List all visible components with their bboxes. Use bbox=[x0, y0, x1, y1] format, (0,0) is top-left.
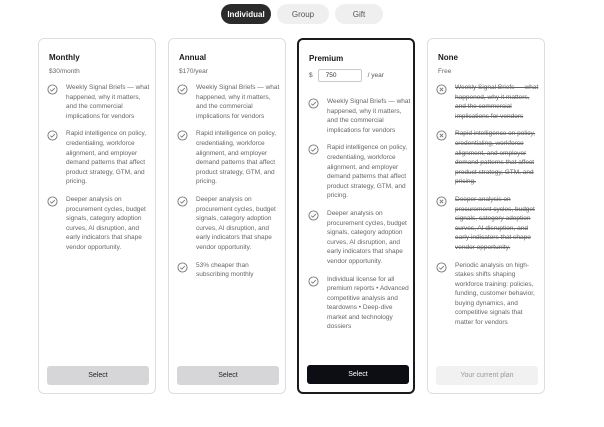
feature-item bbox=[47, 195, 151, 253]
amount-field[interactable] bbox=[318, 69, 362, 82]
select-monthly-button[interactable]: Select bbox=[47, 366, 149, 385]
currency-symbol: $ bbox=[309, 72, 313, 79]
x-circle-icon bbox=[436, 130, 447, 141]
plan-title: None bbox=[438, 53, 458, 62]
period-label: / year bbox=[367, 72, 384, 79]
feature-text: Rapid intelligence on policy, credentialing, workforce alignment, and employer demand patterns that affect product strategy, GTM, and pricing. bbox=[455, 130, 536, 186]
feature-item bbox=[436, 83, 540, 121]
select-premium-button[interactable]: Select bbox=[307, 365, 409, 384]
feature-item bbox=[177, 195, 281, 253]
plan-price: Free bbox=[438, 68, 452, 75]
check-circle-icon bbox=[308, 210, 319, 221]
tab-individual[interactable]: Individual bbox=[221, 4, 271, 24]
check-circle-icon bbox=[308, 144, 319, 155]
check-circle-icon bbox=[177, 84, 188, 95]
check-circle-icon bbox=[308, 276, 319, 287]
feature-list bbox=[177, 83, 281, 288]
feature-list bbox=[436, 83, 540, 336]
feature-text: Rapid intelligence on policy, credentialing, workforce alignment, and employer demand patterns that affect product strategy, GTM, and pricing. bbox=[196, 130, 277, 186]
plan-title: Monthly bbox=[49, 53, 80, 62]
check-circle-icon bbox=[177, 130, 188, 141]
feature-text: Weekly Signal Briefs — what happened, why it matters, and the commercial implications for vendors bbox=[66, 84, 150, 120]
select-annual-button[interactable]: Select bbox=[177, 366, 279, 385]
plan-title: Annual bbox=[179, 53, 207, 62]
amount-row bbox=[309, 69, 384, 82]
feature-text: Weekly Signal Briefs — what happened, why it matters, and the commercial implications for vendors bbox=[327, 98, 411, 134]
check-circle-icon bbox=[47, 84, 58, 95]
x-circle-icon bbox=[436, 84, 447, 95]
feature-text: Individual license for all premium reports • Advanced competitive analysis and teardowns • Deep-dive market and technology dossiers bbox=[327, 275, 409, 331]
feature-text: Deeper analysis on procurement cycles, budget signals, category adoption curves, AI disruption, and early indicators that shape vendor opportunity. bbox=[196, 195, 276, 251]
feature-text: Periodic analysis on high-stakes shifts shaping workforce training: policies, funding, customer behavior, buying dynamics, and competitive signals that matter for vendors bbox=[455, 261, 535, 327]
feature-text: Weekly Signal Briefs — what happened, why it matters, and the commercial implications for vendors bbox=[196, 84, 280, 120]
plan-card-annual bbox=[168, 38, 286, 394]
plan-price: $30/month bbox=[49, 68, 80, 75]
feature-list bbox=[47, 83, 151, 261]
check-circle-icon bbox=[436, 262, 447, 273]
check-circle-icon bbox=[177, 196, 188, 207]
feature-item bbox=[177, 129, 281, 187]
tab-group[interactable]: Group bbox=[277, 4, 329, 24]
plan-card-monthly bbox=[38, 38, 156, 394]
feature-text: Deeper analysis on procurement cycles, budget signals, category adoption curves, AI disruption, and early indicators that shape vendor opportunity. bbox=[66, 195, 146, 251]
feature-text: Deeper analysis on procurement cycles, budget signals, category adoption curves, AI disruption, and early indicators that shape vendor opportunity. bbox=[455, 195, 535, 251]
feature-text: Rapid intelligence on policy, credentialing, workforce alignment, and employer demand patterns that affect product strategy, GTM, and pricing. bbox=[66, 130, 147, 186]
tab-gift[interactable]: Gift bbox=[335, 4, 383, 24]
feature-item bbox=[47, 129, 151, 187]
feature-item bbox=[436, 195, 540, 253]
feature-item bbox=[308, 143, 412, 201]
feature-item bbox=[47, 83, 151, 121]
feature-item bbox=[177, 83, 281, 121]
feature-text: Deeper analysis on procurement cycles, budget signals, category adoption curves, AI disruption, and early indicators that shape vendor opportunity. bbox=[327, 209, 407, 265]
feature-item bbox=[308, 209, 412, 267]
check-circle-icon bbox=[308, 98, 319, 109]
plan-card-premium bbox=[297, 38, 415, 394]
check-circle-icon bbox=[177, 262, 188, 273]
current-plan-button[interactable]: Your current plan bbox=[436, 366, 538, 385]
feature-item bbox=[436, 261, 540, 328]
check-circle-icon bbox=[47, 196, 58, 207]
feature-item bbox=[308, 97, 412, 135]
plan-price: $170/year bbox=[179, 68, 208, 75]
feature-text: Rapid intelligence on policy, credentialing, workforce alignment, and employer demand patterns that affect product strategy, GTM, and pricing. bbox=[327, 144, 408, 200]
feature-item bbox=[308, 275, 412, 333]
amount-input[interactable] bbox=[323, 72, 360, 79]
feature-text: 53% cheaper than subscribing monthly bbox=[196, 261, 254, 279]
feature-item bbox=[177, 261, 281, 280]
plan-card-none bbox=[427, 38, 545, 394]
plan-title: Premium bbox=[309, 54, 344, 63]
x-circle-icon bbox=[436, 196, 447, 207]
feature-list bbox=[308, 97, 412, 340]
feature-text: Weekly Signal Briefs — what happened, why it matters, and the commercial implications for vendors bbox=[455, 84, 539, 120]
plan-type-tabs bbox=[0, 4, 604, 24]
feature-item bbox=[436, 129, 540, 187]
check-circle-icon bbox=[47, 130, 58, 141]
